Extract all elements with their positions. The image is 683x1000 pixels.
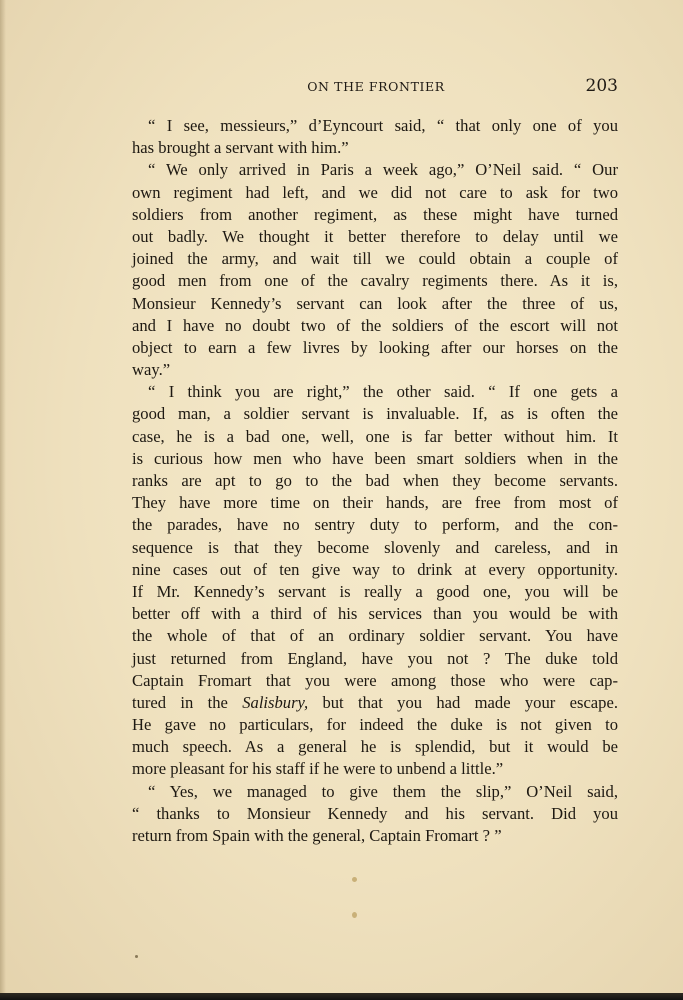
page-number: 203 — [585, 76, 618, 96]
text-line: ranks are apt to go to the bad when they become servants. — [132, 471, 618, 490]
text-line: “ I think you are right,” the other said. “ If one gets a — [148, 382, 618, 402]
page-bottom-edge — [0, 993, 683, 1000]
text-line: has brought a servant with him.” — [132, 138, 349, 158]
text-line: the whole of that of an ordinary soldier servant. You have — [132, 626, 618, 646]
text-line: way.” — [132, 360, 171, 380]
text-line: “ Yes, we managed to give them the slip,” O’Neil said, — [148, 781, 618, 801]
text-line: nine cases out of ten give way to drink at every opportunity. — [132, 559, 618, 579]
text-line: good men from one of the cavalry regiments there. As it is, — [132, 271, 618, 291]
text-line: Monsieur Kennedy’s servant can look after the three of us, — [132, 293, 618, 313]
text-line: return from Spain with the general, Captain Fromart ? ” — [132, 826, 502, 845]
paper-speck — [352, 912, 357, 918]
text-line: better off with a third of his services than you would be with — [132, 604, 618, 624]
text-line: good man, a soldier servant is invaluable. If, as is often the — [132, 404, 618, 424]
text-line: “ thanks to Monsieur Kennedy and his servant. Did you — [132, 803, 618, 823]
text-line: case, he is a bad one, well, one is far better without him. It — [132, 426, 618, 446]
text-line: own regiment had left, and we did not care to ask for two — [132, 182, 618, 202]
text-line: Captain Fromart that you were among those who were cap- — [132, 670, 618, 690]
text-line: If Mr. Kennedy’s servant is really a good one, you will be — [132, 581, 618, 601]
page-gutter-shadow — [0, 0, 6, 1000]
text-line: the parades, have no sentry duty to perform, and the con- — [132, 515, 618, 535]
text-line: He gave no particulars, for indeed the duke is not given to — [132, 715, 618, 735]
paper-speck — [135, 955, 138, 958]
italic-ship-name: Salisbury, — [242, 692, 309, 712]
text-line: and I have no doubt two of the soldiers of the escort will not — [132, 315, 618, 335]
text-line: They have more time on their hands, are free from most of — [132, 493, 618, 513]
body-text — [132, 115, 618, 847]
paper-speck — [352, 877, 357, 882]
text-line: much speech. As a general he is splendid, but it would be — [132, 737, 618, 757]
text-line: object to earn a few livres by looking after our horses on the — [132, 337, 618, 357]
text-line: more pleasant for his staff if he were to unbend a little.” — [132, 759, 504, 779]
text-line: soldiers from another regiment, as these might have turned — [132, 204, 618, 224]
text-line: out badly. We thought it better therefore to delay until we — [132, 226, 618, 246]
text-line: is curious how men who have been smart soldiers when in the — [132, 448, 618, 468]
running-head-title: ON THE FRONTIER — [307, 79, 445, 94]
running-head — [134, 76, 618, 98]
text-line: tured in the Salisbury, but that you had made your escape. — [132, 692, 618, 712]
text-line: sequence is that they become slovenly and careless, and in — [132, 537, 618, 557]
text-line: joined the army, and wait till we could obtain a couple of — [132, 249, 618, 269]
text-line: just returned from England, have you not ? The duke told — [132, 648, 618, 668]
text-line: “ We only arrived in Paris a week ago,” O’Neil said. “ Our — [148, 160, 618, 180]
text-line: “ I see, messieurs,” d’Eyncourt said, “ that only one of you — [148, 116, 618, 135]
